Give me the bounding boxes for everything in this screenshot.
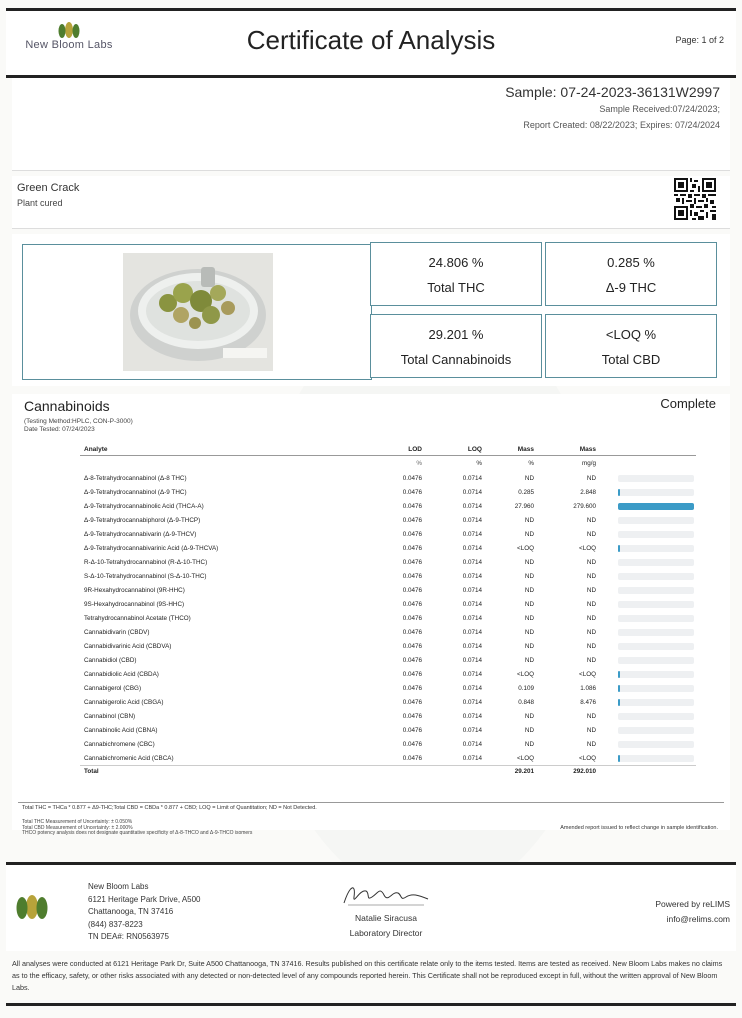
loq-value: 0.0714 <box>462 530 482 538</box>
loq-value: 0.0714 <box>462 698 482 706</box>
total-label: Total <box>80 766 374 778</box>
mass-mg-value: ND <box>586 614 596 622</box>
total-loq <box>426 766 486 778</box>
director-name: Natalie Siracusa <box>355 913 417 923</box>
level-bar-fill <box>618 545 620 552</box>
total-thc-value: 24.806 % <box>428 255 484 270</box>
level-bar <box>618 573 694 580</box>
analyte-name: Cannabinolic Acid (CBNA) <box>84 726 158 734</box>
header-bar <box>600 444 696 456</box>
table-row <box>80 681 696 695</box>
table-header-row <box>80 444 696 456</box>
level-bar-fill <box>618 671 620 678</box>
lod-value: 0.0476 <box>402 670 422 678</box>
mass-mg-value: <LOQ <box>579 754 596 762</box>
lod-value: 0.0476 <box>402 586 422 594</box>
mass-mg-value: ND <box>586 600 596 608</box>
total-lod <box>374 766 426 778</box>
table-row <box>80 653 696 667</box>
mass-mg-value: ND <box>586 586 596 594</box>
loq-value: 0.0714 <box>462 600 482 608</box>
total-thc-card <box>370 242 542 306</box>
units-row <box>80 456 696 472</box>
level-cell <box>600 751 696 766</box>
analyte-name: Δ-9-Tetrahydrocannabiphorol (Δ-9-THCP) <box>84 516 201 524</box>
mass-pct-value: ND <box>524 712 534 720</box>
table-row <box>80 583 696 597</box>
uncertainty-thc: Total THC Measurement of Uncertainty: ± 0.050% <box>22 819 133 825</box>
sample-photo <box>123 253 273 371</box>
table-row <box>80 527 696 541</box>
lod-value: 0.0476 <box>402 544 422 552</box>
total-cbd-card <box>545 314 717 378</box>
director-title: Laboratory Director <box>349 928 423 938</box>
lod-value: 0.0476 <box>402 712 422 720</box>
level-cell <box>600 639 696 653</box>
strain-name: Green Crack <box>17 182 80 194</box>
mass-pct-value: ND <box>524 642 534 650</box>
mass-mg-value: ND <box>586 740 596 748</box>
loq-value: 0.0714 <box>462 670 482 678</box>
mass-mg-value: 1.086 <box>580 684 596 692</box>
summary-section <box>12 234 730 386</box>
mass-mg-value: ND <box>586 516 596 524</box>
mass-pct-value: <LOQ <box>517 754 534 762</box>
analyte-name: Δ-9-Tetrahydrocannabinolic Acid (THCA-A) <box>84 502 204 510</box>
unit-mass-mg: mg/g <box>582 460 596 467</box>
level-cell <box>600 611 696 625</box>
analyte-name: Cannabidiol (CBD) <box>84 656 137 664</box>
total-bar-cell <box>600 766 696 778</box>
header-analyte: Analyte <box>80 444 374 456</box>
analyte-name: Cannabigerolic Acid (CBGA) <box>84 698 164 706</box>
table-row <box>80 597 696 611</box>
qr-code-icon[interactable] <box>674 178 716 220</box>
total-cannabinoids-card <box>370 314 542 378</box>
table-row <box>80 709 696 723</box>
mass-pct-value: ND <box>524 474 534 482</box>
total-mg: 292.010 <box>538 766 600 778</box>
loq-value: 0.0714 <box>462 474 482 482</box>
loq-value: 0.0714 <box>462 656 482 664</box>
mass-mg-value: ND <box>586 572 596 580</box>
mass-mg-value: <LOQ <box>579 544 596 552</box>
level-bar <box>618 699 694 706</box>
table-row <box>80 695 696 709</box>
level-bar <box>618 503 694 510</box>
mass-mg-value: 279.600 <box>573 502 596 510</box>
unit-mass-pct: % <box>528 460 534 467</box>
amended-note: Amended report issued to reflect change in sample identification. <box>560 825 718 831</box>
level-cell <box>600 555 696 569</box>
loq-value: 0.0714 <box>462 642 482 650</box>
analyte-name: Δ-8-Tetrahydrocannabinol (Δ-8 THC) <box>84 474 187 482</box>
page-number: Page: 1 of 2 <box>675 35 724 45</box>
uncertainty-cbd: Total CBD Measurement of Uncertainty: ± 2.000% <box>22 824 133 831</box>
report-dates: Report Created: 08/22/2023; Expires: 07/24/2024 <box>523 120 720 130</box>
analyte-name: Δ-9-Tetrahydrocannabivarin (Δ-9-THCV) <box>84 530 197 538</box>
level-cell <box>600 667 696 681</box>
level-cell <box>600 485 696 499</box>
mass-pct-value: ND <box>524 740 534 748</box>
mass-mg-value: ND <box>586 530 596 538</box>
mass-pct-value: ND <box>524 516 534 524</box>
loq-value: 0.0714 <box>462 740 482 748</box>
d9-thc-label: Δ-9 THC <box>605 280 657 295</box>
level-bar <box>618 531 694 538</box>
mass-mg-value: ND <box>586 656 596 664</box>
level-bar <box>618 713 694 720</box>
lod-value: 0.0476 <box>402 474 422 482</box>
table-row <box>80 569 696 583</box>
analyte-name: Cannabichromene (CBC) <box>84 740 155 748</box>
mass-pct-value: 0.109 <box>518 684 534 692</box>
table-row <box>80 667 696 681</box>
lod-value: 0.0476 <box>402 502 422 510</box>
powered-by-text: Powered by reLIMS <box>655 899 730 909</box>
loq-value: 0.0714 <box>462 572 482 580</box>
unit-loq: % <box>476 460 482 467</box>
lod-value: 0.0476 <box>402 614 422 622</box>
logo-text: New Bloom Labs <box>25 39 113 51</box>
d9-thc-value: 0.285 % <box>607 255 655 270</box>
mass-pct-value: 0.285 <box>518 488 534 496</box>
level-bar <box>618 727 694 734</box>
lab-phone[interactable]: (844) 837-8223 <box>88 919 143 929</box>
sample-info <box>12 78 730 171</box>
loq-value: 0.0714 <box>462 488 482 496</box>
level-bar <box>618 615 694 622</box>
level-bar-fill <box>618 685 620 692</box>
level-bar <box>618 685 694 692</box>
loq-value: 0.0714 <box>462 726 482 734</box>
total-pct: 29.201 <box>486 766 538 778</box>
lod-value: 0.0476 <box>402 628 422 636</box>
total-thc-label: Total THC <box>427 280 485 295</box>
level-bar <box>618 629 694 636</box>
level-bar <box>618 741 694 748</box>
loq-value: 0.0714 <box>462 614 482 622</box>
mass-pct-value: ND <box>524 614 534 622</box>
analyte-name: R-Δ-10-Tetrahydrocannabinol (R-Δ-10-THC) <box>84 558 208 566</box>
level-cell <box>600 723 696 737</box>
table-row <box>80 737 696 751</box>
level-cell <box>600 597 696 611</box>
total-cannabinoids-label: Total Cannabinoids <box>400 352 512 367</box>
mass-mg-value: ND <box>586 628 596 636</box>
header-lod: LOD <box>374 444 426 456</box>
lod-value: 0.0476 <box>402 754 422 762</box>
analyte-table <box>80 444 696 777</box>
address-line2: Chattanooga, TN 37416 <box>88 907 174 916</box>
header-mass-mg: Mass <box>538 444 600 456</box>
lod-value: 0.0476 <box>402 740 422 748</box>
mass-pct-value: 27.960 <box>514 502 534 510</box>
table-row <box>80 611 696 625</box>
analyte-name: 9S-Hexahydrocannabinol (9S-HHC) <box>84 600 185 608</box>
level-bar <box>618 587 694 594</box>
total-row <box>80 766 696 778</box>
lod-value: 0.0476 <box>402 642 422 650</box>
table-row <box>80 625 696 639</box>
total-cannabinoids-value: 29.201 % <box>428 327 484 342</box>
lab-address <box>88 881 201 944</box>
level-bar <box>618 545 694 552</box>
level-cell <box>600 499 696 513</box>
lod-value: 0.0476 <box>402 558 422 566</box>
analyte-name: Cannabidivarinic Acid (CBDVA) <box>84 642 172 650</box>
mass-pct-value: ND <box>524 656 534 664</box>
testing-method: (Testing Method:HPLC, CON-P-3000) <box>24 418 133 425</box>
lod-value: 0.0476 <box>402 572 422 580</box>
lod-value: 0.0476 <box>402 684 422 692</box>
level-bar-fill <box>618 503 694 510</box>
level-bar <box>618 671 694 678</box>
analyte-name: Δ-9-Tetrahydrocannabivarinic Acid (Δ-9-THCVA) <box>84 544 219 552</box>
level-bar-fill <box>618 489 620 496</box>
lod-value: 0.0476 <box>402 698 422 706</box>
mass-pct-value: ND <box>524 600 534 608</box>
uncertainty-notes <box>22 820 252 837</box>
contact-email[interactable]: info@relims.com <box>666 914 730 924</box>
total-cbd-value: <LOQ % <box>605 327 657 342</box>
header <box>6 8 736 78</box>
d9-thc-card <box>545 242 717 306</box>
level-cell <box>600 569 696 583</box>
level-cell <box>600 737 696 751</box>
mass-pct-value: ND <box>524 572 534 580</box>
mass-mg-value: ND <box>586 474 596 482</box>
powered-by <box>655 897 730 927</box>
loq-value: 0.0714 <box>462 586 482 594</box>
analyte-name: Tetrahydrocannabinol Acetate (THCO) <box>84 614 191 622</box>
thco-note: THCO potency analysis does not designate quantitative specificity of Δ-8-THCO and Δ-9-THCO isomers <box>22 830 253 836</box>
analyte-name: Cannabidivarin (CBDV) <box>84 628 150 636</box>
mass-pct-value: 0.848 <box>518 698 534 706</box>
sample-received: Sample Received:07/24/2023; <box>599 104 720 114</box>
mass-pct-value: <LOQ <box>517 544 534 552</box>
page-title: Certificate of Analysis <box>246 25 496 55</box>
loq-value: 0.0714 <box>462 754 482 762</box>
sample-photo-frame <box>22 244 372 380</box>
table-row <box>80 751 696 766</box>
mass-mg-value: 2.848 <box>580 488 596 496</box>
table-row <box>80 485 696 499</box>
disclaimer: All analyses were conducted at 6121 Heritage Park Dr, Suite A500 Chattanooga, TN 37416. Results published on this certificate relate only to the items tested. Items are tested as received. New Bloom Labs makes no claims as to the efficacy, safety, or other risks associated with any detected or non-detected level of any compounds reported herein. This Certificate shall not be reproduced except in full, without the written approval of New Bloom Labs. <box>12 959 723 992</box>
calculation-footnote: Total THC = THCa * 0.877 + Δ9-THC;Total CBD = CBDa * 0.877 + CBD; LOQ = Limit of Quantitation; ND = Not Detected. <box>22 805 317 811</box>
mass-mg-value: ND <box>586 712 596 720</box>
level-bar <box>618 559 694 566</box>
level-cell <box>600 541 696 555</box>
cannabinoids-section <box>12 394 730 836</box>
level-bar-fill <box>618 699 620 706</box>
loq-value: 0.0714 <box>462 502 482 510</box>
analyte-name: Cannabigerol (CBG) <box>84 684 142 692</box>
sample-id: Sample: 07-24-2023-36131W2997 <box>505 84 720 100</box>
level-cell <box>600 653 696 667</box>
level-bar <box>618 643 694 650</box>
table-row <box>80 471 696 485</box>
level-bar <box>618 517 694 524</box>
level-bar <box>618 601 694 608</box>
strain-info <box>12 176 730 229</box>
leaf-logo-icon <box>14 893 50 921</box>
mass-pct-value: ND <box>524 586 534 594</box>
analyte-name: S-Δ-10-Tetrahydrocannabinol (S-Δ-10-THC) <box>84 572 207 580</box>
lod-value: 0.0476 <box>402 726 422 734</box>
lod-value: 0.0476 <box>402 516 422 524</box>
level-cell <box>600 527 696 541</box>
mass-pct-value: <LOQ <box>517 670 534 678</box>
mass-pct-value: ND <box>524 558 534 566</box>
header-mass-pct: Mass <box>486 444 538 456</box>
level-cell <box>600 583 696 597</box>
level-cell <box>600 513 696 527</box>
mass-mg-value: ND <box>586 642 596 650</box>
level-cell <box>600 681 696 695</box>
section-title: Cannabinoids <box>24 398 110 414</box>
mass-mg-value: 8.476 <box>580 698 596 706</box>
header-loq: LOQ <box>426 444 486 456</box>
total-cbd-label: Total CBD <box>601 352 661 367</box>
mass-mg-value: ND <box>586 726 596 734</box>
mass-pct-value: ND <box>524 628 534 636</box>
table-row <box>80 541 696 555</box>
loq-value: 0.0714 <box>462 544 482 552</box>
level-cell <box>600 471 696 485</box>
table-row <box>80 499 696 513</box>
mass-pct-value: ND <box>524 726 534 734</box>
mass-mg-value: ND <box>586 558 596 566</box>
lod-value: 0.0476 <box>402 530 422 538</box>
level-bar <box>618 489 694 496</box>
level-bar <box>618 657 694 664</box>
table-row <box>80 513 696 527</box>
unit-lod: % <box>416 460 422 467</box>
address-line1: 6121 Heritage Park Drive, A500 <box>88 894 201 904</box>
lod-value: 0.0476 <box>402 600 422 608</box>
status-label: Complete <box>660 396 716 411</box>
level-bar <box>618 475 694 482</box>
analyte-name: Cannabinol (CBN) <box>84 712 136 720</box>
lab-dea: TN DEA#: RN0563975 <box>88 932 169 941</box>
analyte-name: Cannabichromenic Acid (CBCA) <box>84 754 174 762</box>
lab-name: New Bloom Labs <box>88 882 149 891</box>
loq-value: 0.0714 <box>462 684 482 692</box>
bottom-rule <box>6 1003 736 1006</box>
level-bar-fill <box>618 755 620 762</box>
mass-pct-value: ND <box>524 530 534 538</box>
sample-type: Plant cured <box>17 198 63 208</box>
level-cell <box>600 625 696 639</box>
loq-value: 0.0714 <box>462 628 482 636</box>
mass-mg-value: <LOQ <box>579 670 596 678</box>
analyte-name: Δ-9-Tetrahydrocannabinol (Δ-9 THC) <box>84 488 187 496</box>
table-row <box>80 723 696 737</box>
loq-value: 0.0714 <box>462 712 482 720</box>
divider <box>18 802 724 803</box>
loq-value: 0.0714 <box>462 516 482 524</box>
analyte-name: 9R-Hexahydrocannabinol (9R-HHC) <box>84 586 185 594</box>
lod-value: 0.0476 <box>402 656 422 664</box>
level-bar <box>618 755 694 762</box>
table-row <box>80 555 696 569</box>
loq-value: 0.0714 <box>462 558 482 566</box>
level-cell <box>600 695 696 709</box>
analyte-name: Cannabidiolic Acid (CBDA) <box>84 670 159 678</box>
level-cell <box>600 709 696 723</box>
table-row <box>80 639 696 653</box>
lod-value: 0.0476 <box>402 488 422 496</box>
signature-image <box>336 879 436 911</box>
date-tested: Date Tested: 07/24/2023 <box>24 426 95 433</box>
footer <box>6 862 736 951</box>
